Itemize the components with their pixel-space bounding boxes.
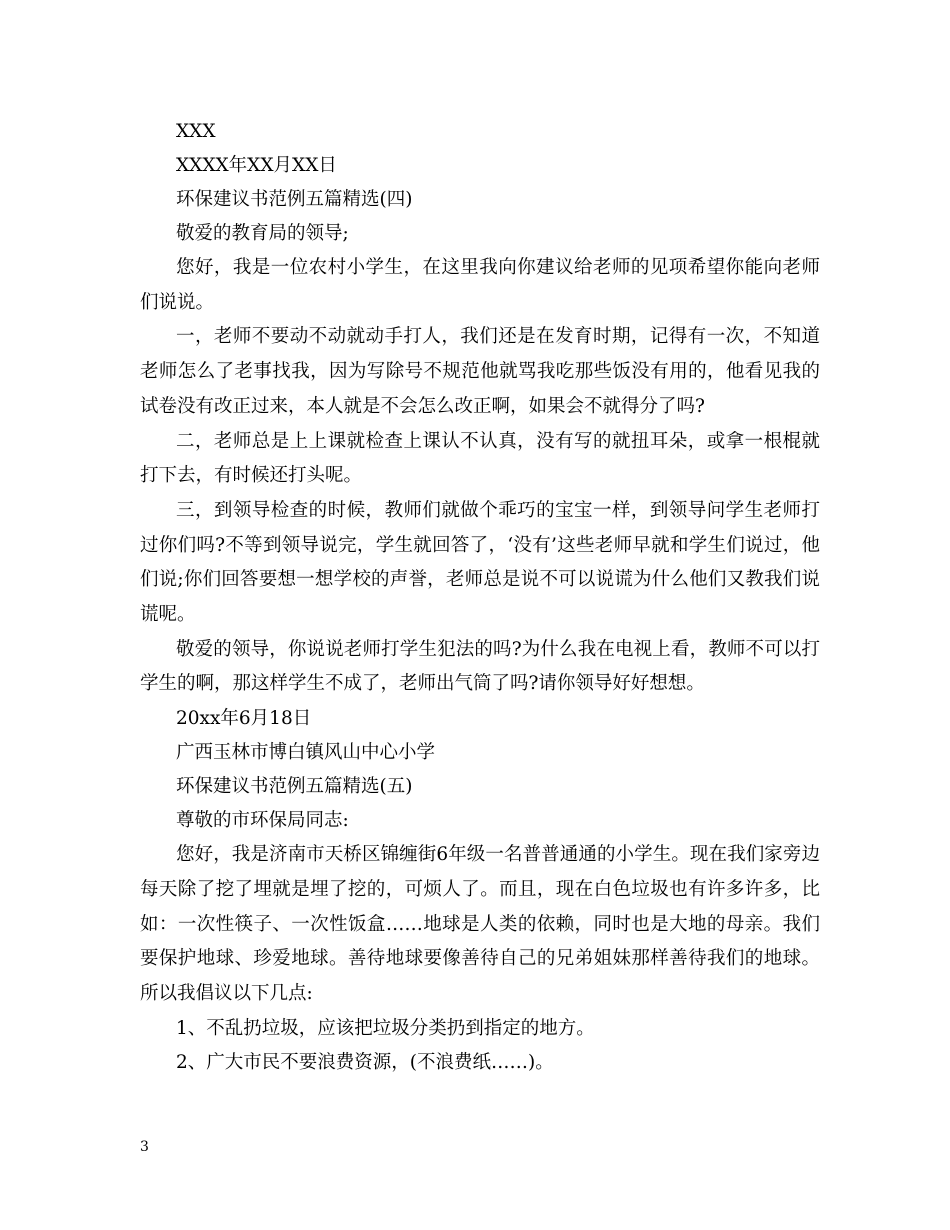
salutation: 尊敬的市环保局同志: (176, 810, 349, 832)
body-paragraph: 三，到领导检查的时候，教师们就做个乖巧的宝宝一样，到领导问学生老师打过你们吗?不等到领导说完，学生就回答了，‘没有’这些老师早就和学生们说过，他们说;你们回答要想一想学校的声誉，老师总是说不可以说谎为什么他们又教我们说谎呢。 (140, 499, 820, 626)
section-title: 环保建议书范例五篇精选(四) (176, 189, 413, 210)
body-paragraph: 一，老师不要动不动就动手打人，我们还是在发育时期，记得有一次，不知道老师怎么了老事找我，因为写除号不规范他就骂我吃那些饭没有用的，他看见我的试卷没有改正过来，本人就是不会怎么改正啊，如果会不就得分了吗? (140, 326, 820, 417)
document-body (140, 115, 820, 1081)
letter-date: 20xx年6月18日 (176, 708, 312, 730)
body-paragraph: 二，老师总是上上课就检查上课认不认真，没有写的就扭耳朵，或拿一根棍就打下去，有时候还打头呢。 (140, 430, 820, 487)
signature-name: XXX (176, 121, 216, 142)
section-title: 环保建议书范例五篇精选(五) (176, 776, 413, 798)
body-paragraph: 您好，我是济南市天桥区锦缠街6年级一名普普通通的小学生。现在我们家旁边每天除了挖了埋就是埋了挖的，可烦人了。而且，现在白色垃圾也有许多许多，比如：一次性筷子、一次性饭盒……地球是人类的依赖，同时也是大地的母亲。我们要保护地球、珍爱地球。善待地球要像善待自己的兄弟姐妹那样善待我们的地球。所以我倡议以下几点: (140, 844, 820, 1004)
body-paragraph: 您好，我是一位农村小学生，在这里我向你建议给老师的见项希望你能向老师们说说。 (140, 257, 820, 313)
list-item: 1、不乱扔垃圾，应该把垃圾分类扔到指定的地方。 (176, 1017, 595, 1039)
page-number: 3 (140, 1139, 149, 1155)
school-name: 广西玉林市博白镇风山中心小学 (176, 742, 436, 764)
signature-date: XXXX年XX月XX日 (176, 155, 337, 176)
body-paragraph: 敬爱的领导，你说说老师打学生犯法的吗?为什么我在电视上看，教师不可以打学生的啊，那这样学生不成了，老师出气筒了吗?请你领导好好想想。 (140, 638, 820, 695)
list-item: 2、广大市民不要浪费资源，(不浪费纸……)。 (176, 1052, 554, 1074)
salutation: 敬爱的教育局的领导; (176, 223, 349, 244)
